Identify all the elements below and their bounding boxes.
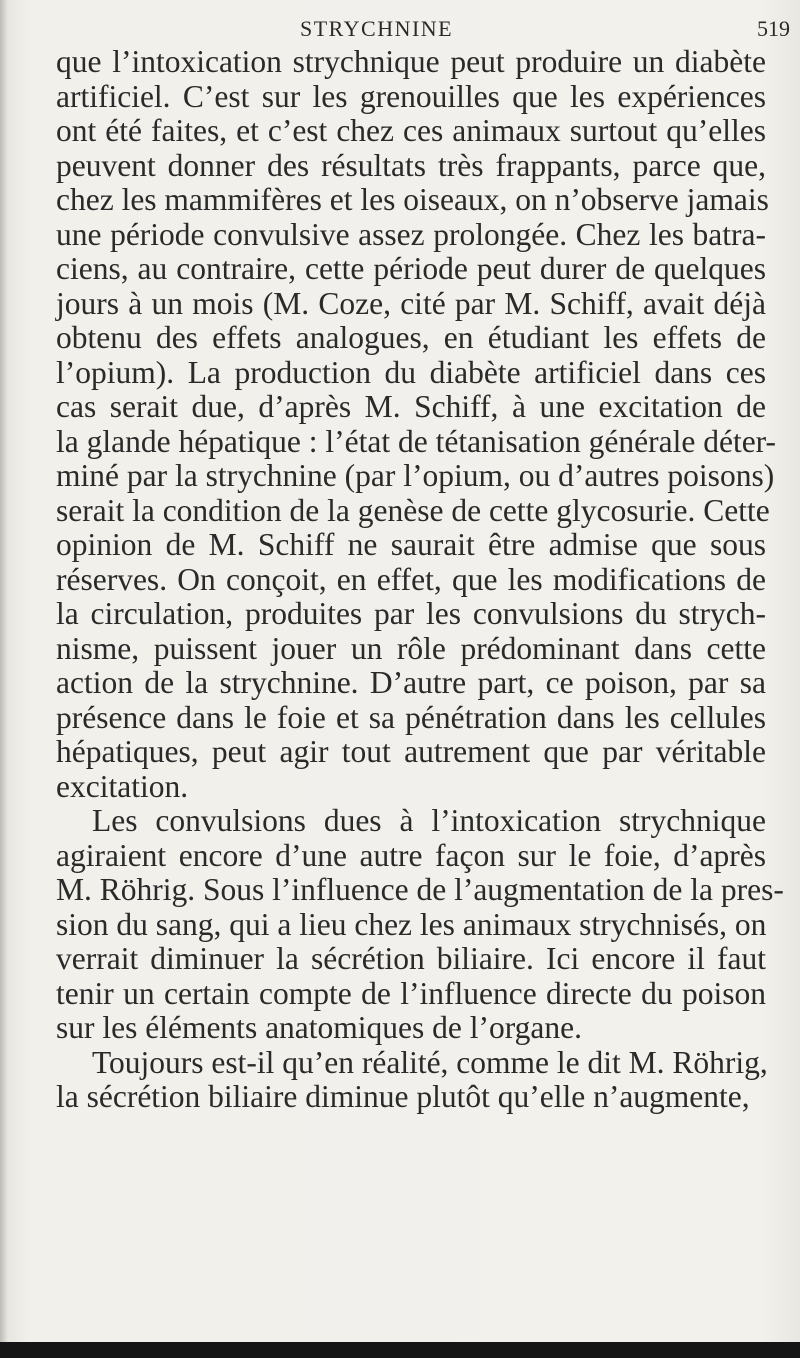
text-line: la circulation, produites par les convulsions du strych-: [56, 596, 766, 631]
text-line: action de la strychnine. D’autre part, ce poison, par sa: [56, 665, 766, 700]
text-line: artificiel. C’est sur les grenouilles que les expériences: [56, 78, 766, 114]
text-line: réserves. On conçoit, en effet, que les modifications de: [56, 561, 766, 597]
text-line: ont été faites, et c’est chez ces animaux surtout qu’elles: [56, 113, 766, 148]
text-line: que l’intoxication strychnique peut produire un diabète: [56, 44, 766, 79]
text-line: une période convulsive assez prolongée. Chez les batra-: [56, 216, 766, 252]
text-line: Toujours est-il qu’en réalité, comme le dit M. Röhrig,: [92, 1044, 768, 1080]
text-line: opinion de M. Schiff ne saurait être admise que sous: [56, 527, 766, 562]
text-line: la glande hépatique : l’état de tétanisation générale déter-: [56, 423, 777, 459]
text-line: présence dans le foie et sa pénétration dans les cellules: [56, 699, 766, 735]
text-line: peuvent donner des résultats très frappants, parce que,: [56, 147, 766, 183]
text-line: miné par la strychnine (par l’opium, ou d’autres poisons): [56, 458, 775, 493]
page-header: [0, 16, 800, 46]
text-line: tenir un certain compte de l’influence directe du poison: [56, 975, 766, 1011]
text-line: excitation.: [56, 768, 189, 804]
body-text: [56, 44, 784, 1115]
page-gutter-shadow: [0, 0, 8, 1358]
scan-bottom-edge: [0, 1342, 800, 1358]
paragraph: [56, 44, 777, 804]
text-line: chez les mammifères et les oiseaux, on n’observe jamais: [56, 182, 769, 217]
text-line: verrait diminuer la sécrétion biliaire. Ici encore il faut: [56, 941, 766, 976]
running-title: STRYCHNINE: [300, 16, 454, 41]
page-number: 519: [757, 16, 790, 41]
text-line: agiraient encore d’une autre façon sur le foie, d’après: [56, 837, 766, 873]
text-line: serait la condition de la genèse de cette glycosurie. Cette: [56, 492, 770, 528]
text-line: jours à un mois (M. Coze, cité par M. Schiff, avait déjà: [56, 285, 766, 321]
paragraph: [56, 1046, 766, 1115]
text-line: hépatiques, peut agir tout autrement que par véritable: [56, 734, 766, 769]
text-line: cas serait due, d’après M. Schiff, à une excitation de: [56, 389, 766, 424]
text-line: M. Röhrig. Sous l’influence de l’augmentation de la pres-: [56, 872, 784, 907]
text-line: ciens, au contraire, cette période peut durer de quelques: [56, 251, 766, 286]
text-line: nisme, puissent jouer un rôle prédominant dans cette: [56, 630, 766, 666]
text-line: obtenu des effets analogues, en étudiant les effets de: [56, 320, 766, 355]
paragraph: [56, 803, 784, 1046]
text-line: l’opium). La production du diabète artificiel dans ces: [56, 354, 766, 390]
text-line: sur les éléments anatomiques de l’organe.: [56, 1010, 583, 1045]
text-line: Les convulsions dues à l’intoxication strychnique: [92, 803, 766, 838]
text-line: sion du sang, qui a lieu chez les animaux strychnisés, on: [56, 906, 767, 942]
text-line: la sécrétion biliaire diminue plutôt qu’elle n’augmente,: [56, 1079, 750, 1114]
